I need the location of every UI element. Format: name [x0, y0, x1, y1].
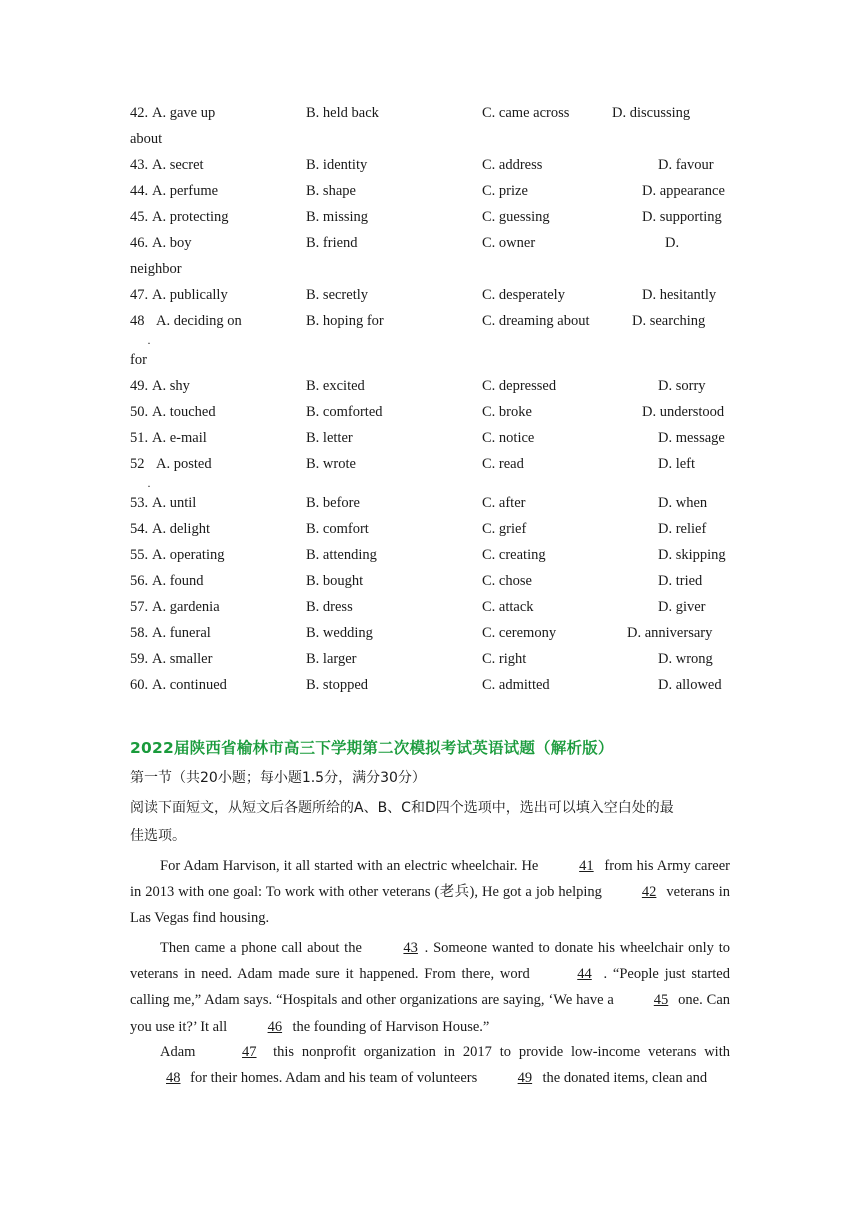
- question-row: [130, 675, 730, 695]
- blank-49[interactable]: 49: [517, 1070, 533, 1087]
- option-b[interactable]: B. before: [306, 495, 360, 511]
- option-a[interactable]: A. continued: [152, 677, 227, 693]
- option-c[interactable]: C. desperately: [482, 287, 565, 303]
- instruction-line-1: 阅读下面短文，从短文后各题所给的A、B、C和D四个选项中，选出可以填入空白处的最: [130, 800, 674, 816]
- option-b[interactable]: B. larger: [306, 651, 357, 667]
- option-c[interactable]: C. depressed: [482, 378, 557, 394]
- question-row: [130, 649, 730, 669]
- option-c[interactable]: C. guessing: [482, 209, 550, 225]
- question-number: 52: [130, 456, 145, 472]
- option-d[interactable]: D. anniversary: [627, 625, 713, 641]
- option-c[interactable]: C. came across: [482, 105, 570, 121]
- blank-46[interactable]: 46: [267, 1018, 283, 1035]
- paragraph-3: Adam 47 this nonprofit organization in 2017 to provide low-income veterans with 48 for their homes. Adam and his team of volunteers 49 the donated items, clean and: [130, 1039, 730, 1091]
- option-a[interactable]: A. secret: [152, 157, 204, 173]
- option-a[interactable]: A. touched: [152, 404, 216, 420]
- option-b[interactable]: B. attending: [306, 547, 377, 563]
- option-a[interactable]: A. until: [152, 495, 197, 511]
- option-d[interactable]: D. allowed: [658, 677, 722, 693]
- question-number: 58.: [130, 625, 149, 641]
- option-d[interactable]: D. message: [658, 430, 725, 446]
- question-number: 47.: [130, 287, 149, 303]
- option-d[interactable]: D. favour: [658, 157, 714, 173]
- option-d[interactable]: D. understood: [642, 404, 725, 420]
- blank-44[interactable]: 44: [577, 966, 592, 983]
- option-wrap-text: neighbor: [130, 261, 182, 277]
- option-c[interactable]: C. dreaming about: [482, 313, 590, 329]
- option-a[interactable]: A. publically: [152, 287, 228, 303]
- section-info: 第一节（共20小题；每小题1.5分，满分30分）: [130, 770, 426, 786]
- question-row: [130, 519, 730, 539]
- question-row: [130, 597, 730, 617]
- option-b[interactable]: B. identity: [306, 157, 368, 173]
- option-b[interactable]: B. friend: [306, 235, 358, 251]
- question-row: [130, 571, 730, 591]
- option-wrap-text: for: [130, 352, 147, 368]
- question-number: 46.: [130, 235, 149, 251]
- question-number: 51.: [130, 430, 149, 446]
- blank-48[interactable]: 48: [166, 1070, 181, 1087]
- question-row: [130, 207, 730, 227]
- question-row: [130, 155, 730, 175]
- paragraph-1: For Adam Harvison, it all started with an electric wheelchair. He 41 from his Army career in 2013 with one goal: To work with other veterans (老兵), He got a job helping 42 veterans in Las Vegas find housing.: [130, 853, 730, 932]
- option-a[interactable]: A. shy: [152, 378, 190, 394]
- option-b[interactable]: B. secretly: [306, 287, 369, 303]
- question-number: 57.: [130, 599, 149, 615]
- question-number: 43.: [130, 157, 149, 173]
- option-a[interactable]: A. deciding on: [156, 313, 242, 329]
- question-row: [130, 181, 730, 201]
- blank-43[interactable]: 43: [403, 940, 418, 956]
- option-c[interactable]: C. chose: [482, 573, 532, 589]
- blank-41[interactable]: 41: [579, 858, 594, 874]
- option-b[interactable]: B. hoping for: [306, 313, 384, 329]
- question-number: 42.: [130, 105, 149, 121]
- option-b[interactable]: B. comfort: [306, 521, 369, 537]
- blank-47[interactable]: 47: [242, 1044, 257, 1060]
- question-row: [130, 623, 730, 643]
- section-title: 2022届陕西省榆林市高三下学期第二次模拟考试英语试题（解析版）: [130, 739, 614, 757]
- option-b[interactable]: B. letter: [306, 430, 353, 446]
- option-d[interactable]: D. supporting: [642, 209, 722, 225]
- question-number: 50.: [130, 404, 149, 420]
- option-b[interactable]: B. wedding: [306, 625, 373, 641]
- option-c[interactable]: C. address: [482, 157, 543, 173]
- option-a[interactable]: A. gardenia: [152, 599, 220, 615]
- question-number: 45.: [130, 209, 149, 225]
- option-d[interactable]: D. giver: [658, 599, 706, 615]
- dot-mark: ·: [147, 479, 151, 493]
- option-a[interactable]: A. protecting: [152, 209, 229, 225]
- question-number: 53.: [130, 495, 149, 511]
- option-d[interactable]: D. searching: [632, 313, 706, 329]
- option-c[interactable]: C. right: [482, 651, 527, 667]
- option-c[interactable]: C. notice: [482, 430, 535, 446]
- option-a[interactable]: A. operating: [152, 547, 225, 563]
- option-c[interactable]: C. ceremony: [482, 625, 557, 641]
- option-a[interactable]: A. boy: [152, 235, 192, 251]
- option-d[interactable]: D. sorry: [658, 378, 706, 394]
- blank-42[interactable]: 42: [641, 884, 657, 901]
- question-row: [130, 428, 730, 448]
- option-c[interactable]: C. prize: [482, 183, 528, 199]
- blank-45[interactable]: 45: [653, 992, 669, 1009]
- instruction-line-2: 佳选项。: [130, 828, 186, 844]
- option-a[interactable]: A. e-mail: [152, 430, 207, 446]
- question-row: [130, 545, 730, 565]
- option-d[interactable]: D. left: [658, 456, 696, 472]
- option-c[interactable]: C. admitted: [482, 677, 550, 693]
- question-number: 49.: [130, 378, 149, 394]
- option-d[interactable]: D.: [665, 235, 680, 251]
- option-d[interactable]: D. hesitantly: [642, 287, 717, 303]
- option-b[interactable]: B. stopped: [306, 677, 369, 693]
- paragraph-2: Then came a phone call about the 43 . Someone wanted to donate his wheelchair only to veterans in need. Adam made sure it happened. From there, word 44 . “People just started calling me,” Adam says. “Hospitals and other organizations are saying, ‘We have a 45 one. Can you use it?’ It all 46 the founding of Harvison House.”: [130, 935, 730, 1040]
- option-b[interactable]: B. shape: [306, 183, 356, 199]
- question-number: 55.: [130, 547, 149, 563]
- question-row: [130, 493, 730, 513]
- option-c[interactable]: C. owner: [482, 235, 536, 251]
- option-a[interactable]: A. delight: [152, 521, 210, 537]
- option-d[interactable]: D. relief: [658, 521, 707, 537]
- question-row: [130, 285, 730, 305]
- option-b[interactable]: B. wrote: [306, 456, 356, 472]
- option-d[interactable]: D. skipping: [658, 547, 726, 563]
- question-row: [130, 376, 730, 396]
- question-row: [130, 233, 730, 253]
- question-row: [130, 103, 730, 123]
- option-a[interactable]: A. found: [152, 573, 204, 589]
- option-a[interactable]: A. smaller: [152, 651, 213, 667]
- option-c[interactable]: C. grief: [482, 521, 527, 537]
- option-c[interactable]: C. attack: [482, 599, 534, 615]
- option-d[interactable]: D. wrong: [658, 651, 713, 667]
- option-c[interactable]: C. creating: [482, 547, 546, 563]
- option-c[interactable]: C. broke: [482, 404, 532, 420]
- option-d[interactable]: D. appearance: [642, 183, 725, 199]
- option-wrap-text: about: [130, 131, 163, 147]
- question-number: 56.: [130, 573, 149, 589]
- question-row: [130, 311, 730, 331]
- option-d[interactable]: D. tried: [658, 573, 703, 589]
- option-d[interactable]: D. when: [658, 495, 708, 511]
- option-a[interactable]: A. funeral: [152, 625, 211, 641]
- option-a[interactable]: A. perfume: [152, 183, 219, 199]
- question-number: 44.: [130, 183, 149, 199]
- option-a[interactable]: A. gave up: [152, 105, 216, 121]
- option-b[interactable]: B. dress: [306, 599, 353, 615]
- question-row: [130, 454, 730, 474]
- option-c[interactable]: C. after: [482, 495, 526, 511]
- question-row: [130, 402, 730, 422]
- question-number: 48: [130, 313, 145, 329]
- option-b[interactable]: B. bought: [306, 573, 364, 589]
- option-d[interactable]: D. discussing: [612, 105, 691, 121]
- option-b[interactable]: B. excited: [306, 378, 365, 394]
- option-a[interactable]: A. posted: [156, 456, 212, 472]
- question-number: 60.: [130, 677, 149, 693]
- option-b[interactable]: B. held back: [306, 105, 379, 121]
- dot-mark: ·: [147, 336, 151, 350]
- question-number: 59.: [130, 651, 149, 667]
- option-b[interactable]: B. comforted: [306, 404, 383, 420]
- option-b[interactable]: B. missing: [306, 209, 369, 225]
- option-c[interactable]: C. read: [482, 456, 524, 472]
- question-number: 54.: [130, 521, 149, 537]
